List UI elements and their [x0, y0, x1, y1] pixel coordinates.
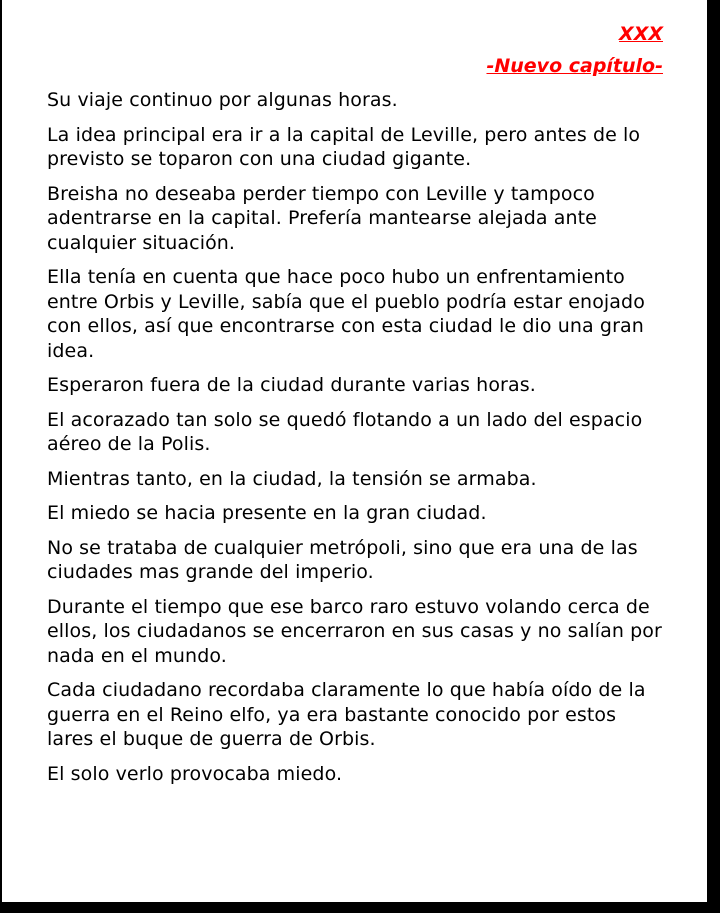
paragraph: Mientras tanto, en la ciudad, la tensión se armaba. — [47, 467, 537, 490]
paragraph: Su viaje continuo por algunas horas. — [47, 89, 398, 111]
paragraph: Cada ciudadano recordaba claramente lo que había oído de la guerra en el Reino elfo, ya era bastante conocido por estos lares el buque de guerra de Orbis. — [47, 679, 646, 750]
paragraph: No se trataba de cualquier metrópoli, sino que era una de las ciudades mas grande del imperio. — [47, 536, 638, 583]
page-edge-right — [707, 0, 720, 913]
paragraph: El acorazado tan solo se quedó flotando a un lado del espacio aéreo de la Polis. — [47, 408, 643, 455]
paragraph: Esperaron fuera de la ciudad durante varias horas. — [47, 374, 536, 396]
paragraph: El miedo se hacia presente en la gran ciudad. — [47, 502, 487, 524]
header-mark: XXX — [619, 23, 663, 45]
paragraph: La idea principal era ir a la capital de Leville, pero antes de lo previsto se toparon con una ciudad gigante. — [47, 123, 641, 170]
paragraph: Durante el tiempo que ese barco raro estuvo volando cerca de ellos, los ciudadanos se encerraron en sus casas y no salían por nada en el mundo. — [47, 595, 662, 667]
paragraph: El solo verlo provocaba miedo. — [47, 762, 343, 785]
chapter-body — [47, 88, 663, 786]
paragraph: Ella tenía en cuenta que hace poco hubo un enfrentamiento entre Orbis y Leville, sabía que el pueblo podría estar enojado con ellos, así que encontrarse con esta ciudad le dio una gran idea. — [47, 266, 645, 362]
page-edge-bottom — [0, 902, 720, 913]
paragraph: Breisha no deseaba perder tiempo con Leville y tampoco adentrarse en la capital. Prefería mantearse alejada ante cualquier situación. — [47, 182, 597, 254]
chapter-title: -Nuevo capítulo- — [486, 55, 663, 77]
document-page — [2, 0, 707, 902]
